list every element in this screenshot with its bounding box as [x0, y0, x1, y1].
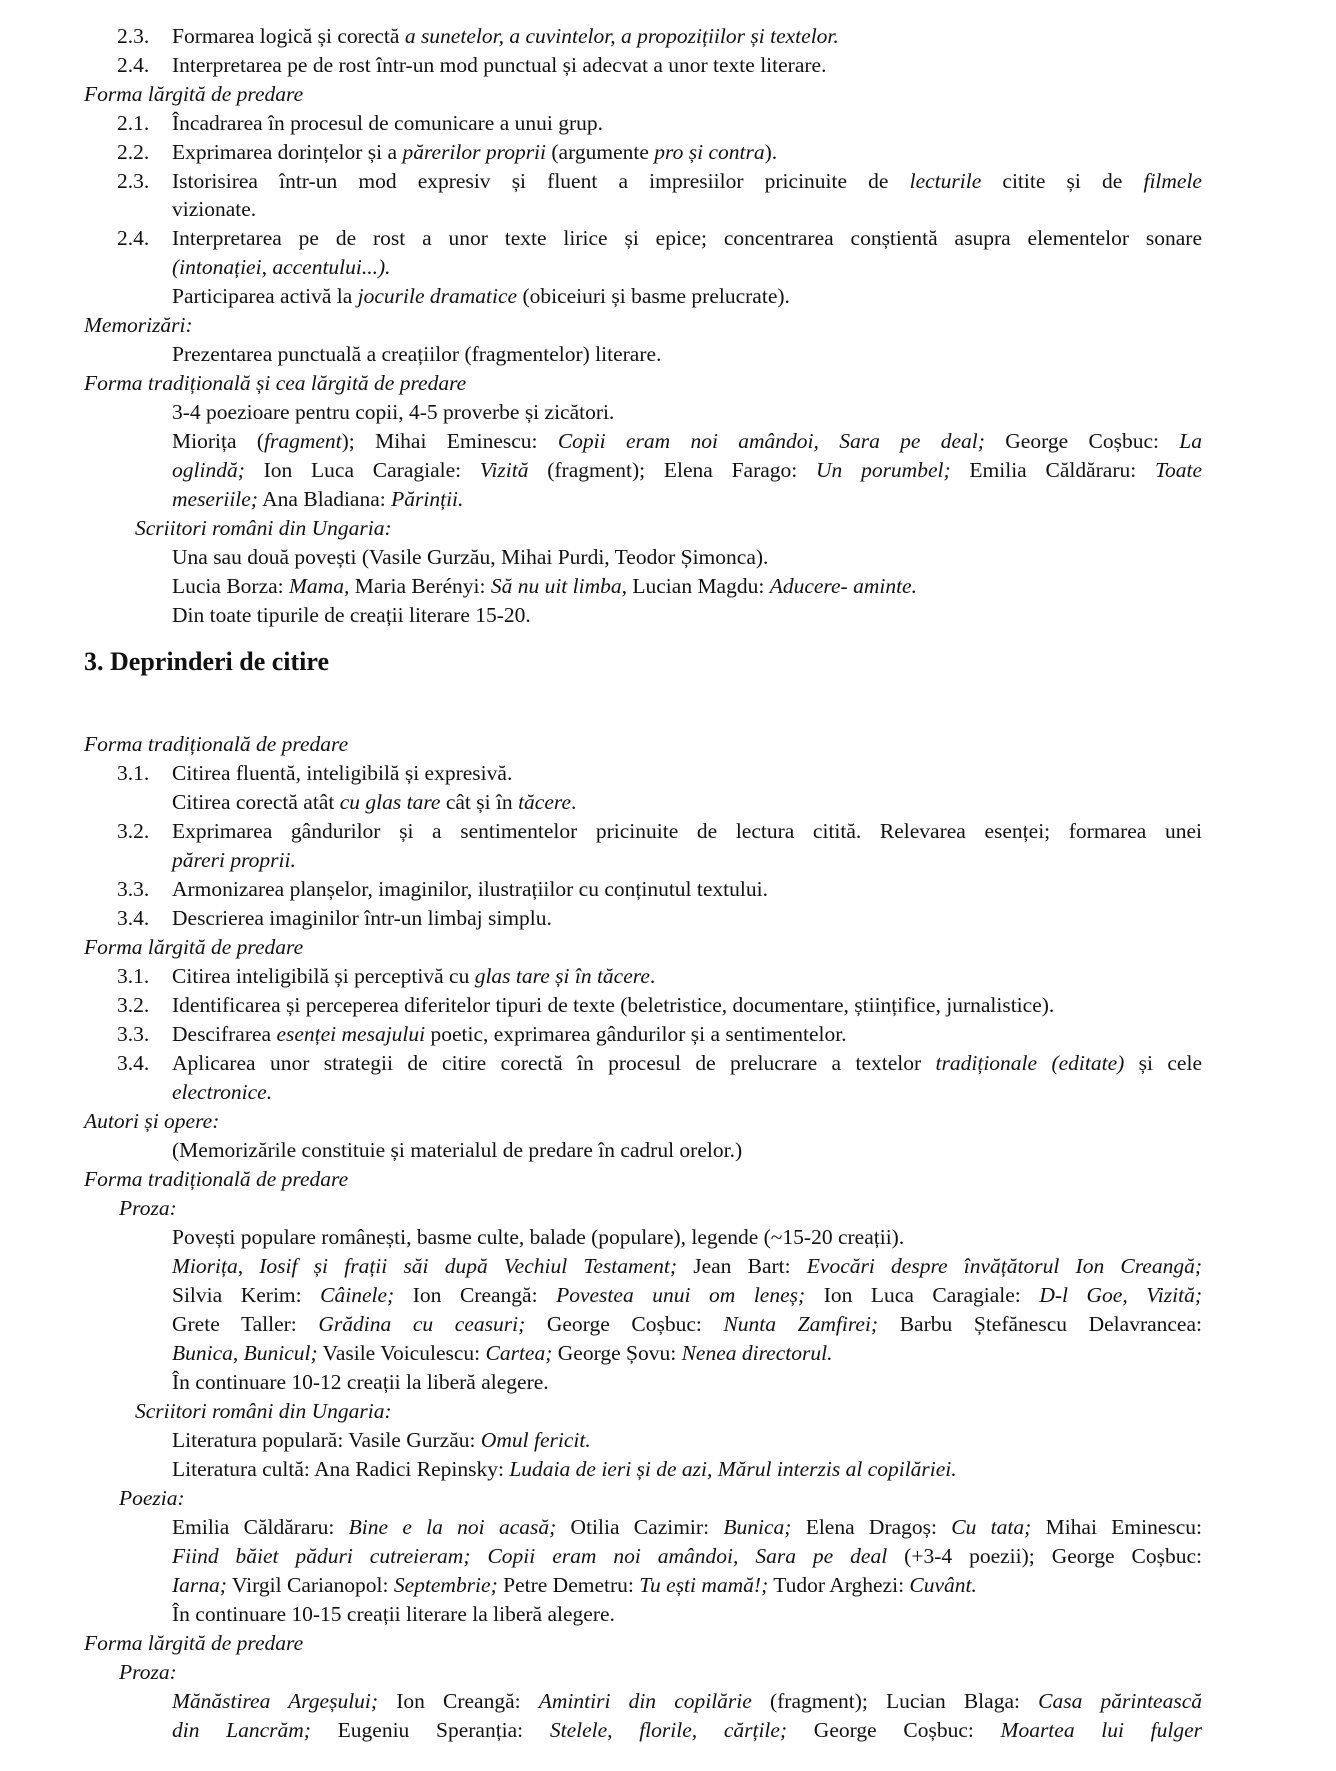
italic-span: Proza: [119, 1196, 177, 1220]
italic-span: din Lancrăm; [172, 1718, 311, 1742]
line-text [84, 80, 303, 108]
italic-span: esenței mesajului [276, 1022, 426, 1046]
text-span: Povești populare românești, basme culte, balade (populare), legende (~15-20 creații). [172, 1225, 905, 1249]
line-text [172, 759, 512, 787]
text-span: Citirea fluentă, inteligibilă și expresivă. [172, 761, 513, 785]
line-text [172, 22, 839, 50]
text-span: Formarea logică și corectă [172, 24, 405, 48]
line-text [84, 730, 348, 758]
line-text [172, 1600, 615, 1628]
italic-span: Nunta Zamfirei; [723, 1312, 879, 1336]
text-span: Lucia Borza: [172, 574, 290, 598]
line-text [172, 962, 655, 990]
line-text [172, 138, 777, 166]
text-span: . [570, 790, 577, 814]
item-number: 3.3. [117, 877, 150, 901]
italic-span: Ludaia de ieri și de azi, Mărul interzis al copilăriei. [509, 1457, 957, 1481]
italic-span: Scriitori români din Ungaria: [135, 516, 392, 540]
line-text [172, 224, 1202, 252]
italic-span: Stelele, florile, cărțile; [549, 1718, 788, 1742]
italic-span: Bine e la noi acasă; [348, 1515, 557, 1539]
italic-span: Să nu uit limba, [490, 574, 627, 598]
text-span: Elena Dragoș: [791, 1515, 952, 1539]
italic-span: Cuvânt. [909, 1573, 977, 1597]
item-number: 3.3. [117, 1022, 150, 1046]
text-span: ); Mihai Eminescu: [341, 429, 558, 453]
item-number: 2.4. [117, 226, 150, 250]
italic-span: Cu tata; [951, 1515, 1032, 1539]
italic-span: Iarna; [172, 1573, 227, 1597]
line-text [172, 601, 531, 629]
line-text [172, 1281, 1202, 1309]
text-span: George Șovu: [552, 1341, 682, 1365]
italic-span: Moartea lui fulger [1000, 1718, 1202, 1742]
item-number: 3.4. [117, 1051, 150, 1075]
italic-span: Cartea; [485, 1341, 553, 1365]
italic-span: Copii eram noi amândoi, Sara pe deal; [557, 429, 985, 453]
text-span: (+3-4 poezii); George Coșbuc: [887, 1544, 1203, 1568]
italic-span: tradiționale (editate) [935, 1051, 1125, 1075]
line-text [172, 1049, 1202, 1077]
line-text [84, 369, 466, 397]
text-span: Interpretarea pe de rost într-un mod punctual și adecvat a unor texte literare. [172, 53, 827, 77]
line-text [119, 1484, 185, 1512]
line-text [84, 311, 193, 339]
italic-span: Autori și opere: [84, 1109, 220, 1133]
italic-span: Povestea unui om leneș; [556, 1283, 806, 1307]
line-text [172, 398, 614, 426]
text-span: Lucian Magdu: [627, 574, 770, 598]
italic-span: Poezia: [119, 1486, 185, 1510]
text-span: Petre Demetru: [497, 1573, 640, 1597]
text-span: Literatura populară: Vasile Gurzău: [172, 1428, 481, 1452]
text-span: George Coșbuc: [984, 429, 1180, 453]
line-text [172, 167, 1202, 195]
italic-span: Evocări despre învățătorul Ion Creangă; [806, 1254, 1203, 1278]
italic-span: jocurile dramatice [357, 284, 518, 308]
italic-span: Vizită [479, 458, 529, 482]
italic-span: Memorizări: [84, 313, 193, 337]
text-span: Mihai Eminescu: [1031, 1515, 1202, 1539]
text-span: citite și de [981, 169, 1144, 193]
italic-span: Bunica; [723, 1515, 792, 1539]
text-span: Prezentarea punctuală a creațiilor (fragmentelor) literare. [172, 342, 662, 366]
line-text [84, 1107, 219, 1135]
text-span: Încadrarea în procesul de comunicare a unui grup. [172, 111, 603, 135]
line-text [172, 572, 917, 600]
italic-span: Mama, [289, 574, 350, 598]
italic-span: lecturile [909, 169, 982, 193]
italic-span: fragment [263, 429, 342, 453]
italic-span: Grădina cu ceasuri; [318, 1312, 526, 1336]
italic-span: Toate [1154, 458, 1202, 482]
line-text [172, 904, 552, 932]
text-span: Una sau două povești (Vasile Gurzău, Mihai Purdi, Teodor Șimonca). [172, 545, 769, 569]
italic-span: Forma tradițională și cea lărgită de predare [84, 371, 467, 395]
italic-span: Amintiri din copilărie [538, 1689, 752, 1713]
item-number: 3.1. [117, 964, 150, 988]
line-text [84, 1165, 348, 1193]
line-text [172, 991, 1054, 1019]
text-span: George Coșbuc: [787, 1718, 1001, 1742]
italic-span: Septembrie; [393, 1573, 498, 1597]
line-text [172, 1426, 591, 1454]
italic-span: cu glas tare [339, 790, 441, 814]
italic-span: Miorița, Iosif și frații săi după Vechiul Testament; [172, 1254, 677, 1278]
text-span: Miorița ( [172, 429, 264, 453]
line-text [172, 1368, 549, 1396]
line-text [172, 875, 768, 903]
text-span: Istorisirea într-un mod expresiv și fluent a impresiilor pricinuite de [172, 169, 910, 193]
line-text [172, 51, 826, 79]
italic-span: tăcere [518, 790, 571, 814]
text-span: . [649, 964, 656, 988]
line-text [172, 1020, 847, 1048]
text-span: Descrierea imaginilor într-un limbaj simplu. [172, 906, 552, 930]
item-number: 3.4. [117, 906, 150, 930]
text-span: Ion Luca Caragiale: [805, 1283, 1040, 1307]
item-number: 3.1. [117, 761, 150, 785]
italic-span: Nenea directorul. [681, 1341, 833, 1365]
line-text [172, 282, 790, 310]
text-span: Silvia Kerim: [172, 1283, 321, 1307]
line-text [119, 1658, 177, 1686]
text-span: Exprimarea dorințelor și a [172, 140, 403, 164]
text-span: Ion Luca Caragiale: [244, 458, 480, 482]
section-heading: 3. Deprinderi de citire [84, 647, 330, 676]
line-text [135, 1397, 392, 1425]
italic-span: (intonației, accentului...). [172, 255, 391, 279]
line-text [172, 195, 256, 223]
text-span: Citirea corectă atât [172, 790, 340, 814]
line-text [172, 1252, 1202, 1280]
line-text [172, 846, 296, 874]
text-span: Din toate tipurile de creații literare 15-20. [172, 603, 531, 627]
italic-span: Forma tradițională de predare [84, 1167, 349, 1191]
italic-span: electronice. [172, 1080, 273, 1104]
text-span: Interpretarea pe de rost a unor texte lirice și epice; concentrarea conștientă asupra elementelor sonare [172, 226, 1202, 250]
italic-span: La [1179, 429, 1202, 453]
item-number: 3.2. [117, 993, 150, 1017]
text-span: Exprimarea gândurilor și a sentimentelor pricinuite de lectura citită. Relevarea esenței; formarea unei [172, 819, 1202, 843]
italic-span: Câinele; [320, 1283, 395, 1307]
text-span: și cele [1124, 1051, 1202, 1075]
text-span: (fragment); Lucian Blaga: [751, 1689, 1039, 1713]
text-span: Jean Bart: [677, 1254, 807, 1278]
italic-span: Tu ești mamă!; [639, 1573, 769, 1597]
item-number: 2.1. [117, 111, 150, 135]
text-span: (fragment); Elena Farago: [528, 458, 817, 482]
item-number: 2.3. [117, 24, 150, 48]
text-span: (Memorizările constituie și materialul de predare în cadrul orelor.) [172, 1138, 743, 1162]
text-span: Ion Creangă: [378, 1689, 539, 1713]
line-text [172, 109, 603, 137]
line-text [84, 1629, 303, 1657]
text-span: 3-4 poezioare pentru copii, 4-5 proverbe și zicători. [172, 400, 615, 424]
italic-span: a sunetelor, a cuvintelor, a propozițiilor și textelor. [404, 24, 839, 48]
line-text [84, 933, 303, 961]
italic-span: Casa părintească [1038, 1689, 1202, 1713]
text-span: Emilia Căldăraru: [950, 458, 1155, 482]
text-span: Armonizarea planșelor, imaginilor, ilustrațiilor cu conținutul textului. [172, 877, 768, 901]
line-text [135, 514, 392, 542]
text-span: Vasile Voiculescu: [317, 1341, 486, 1365]
text-span: Barbu Ștefănescu Delavrancea: [878, 1312, 1202, 1336]
text-span: Ion Creangă: [394, 1283, 557, 1307]
italic-span: Fiind băiet păduri cutreieram; Copii eram noi amândoi, Sara pe deal [172, 1544, 888, 1568]
line-text [172, 1571, 977, 1599]
item-number: 2.3. [117, 169, 150, 193]
italic-span: Forma lărgită de predare [84, 82, 304, 106]
text-span: (argumente [546, 140, 655, 164]
italic-span: Omul fericit. [480, 1428, 591, 1452]
line-text [172, 817, 1202, 845]
italic-span: Scriitori români din Ungaria: [135, 1399, 392, 1423]
text-span: vizionate. [172, 197, 257, 221]
line-text [172, 1223, 904, 1251]
text-span: Literatura cultă: Ana Radici Repinsky: [172, 1457, 510, 1481]
italic-span: pro și contra [654, 140, 765, 164]
text-span: Otilia Cazimir: [556, 1515, 724, 1539]
italic-span: păreri proprii. [172, 848, 296, 872]
italic-span: Forma tradițională de predare [84, 732, 349, 756]
text-span: Virgil Carianopol: [226, 1573, 394, 1597]
item-number: 3.2. [117, 819, 150, 843]
italic-span: Un porumbel; [816, 458, 951, 482]
text-span: cât și în [440, 790, 519, 814]
line-text [119, 1194, 177, 1222]
italic-span: Bunica, Bunicul; [172, 1341, 318, 1365]
line-text [172, 1513, 1202, 1541]
text-span: Maria Berényi: [349, 574, 491, 598]
text-span: Eugeniu Speranția: [310, 1718, 550, 1742]
italic-span: Forma lărgită de predare [84, 935, 304, 959]
text-span: Tudor Arghezi: [768, 1573, 910, 1597]
line-text [172, 1687, 1202, 1715]
text-span: Identificarea și perceperea diferitelor tipuri de texte (beletristice, documentare, științifice, jurnalistice). [172, 993, 1055, 1017]
line-text [172, 485, 463, 513]
line-text [172, 1716, 1202, 1744]
text-span: Participarea activă la [172, 284, 358, 308]
line-text [172, 456, 1202, 484]
line-text [172, 427, 1202, 455]
item-number: 2.2. [117, 140, 150, 164]
italic-span: filmele [1143, 169, 1202, 193]
text-span: (obiceiuri și basme prelucrate). [517, 284, 790, 308]
text-span: Descifrarea [172, 1022, 277, 1046]
line-text [172, 1310, 1202, 1338]
italic-span: meseriile; [172, 487, 258, 511]
line-text [172, 1339, 832, 1367]
line-text [172, 1078, 272, 1106]
line-text [172, 340, 661, 368]
item-number: 2.4. [117, 53, 150, 77]
line-text [172, 1542, 1202, 1570]
text-span: Aplicarea unor strategii de citire corectă în procesul de prelucrare a textelor [172, 1051, 936, 1075]
italic-span: oglindă; [172, 458, 245, 482]
text-span: Grete Taller: [172, 1312, 319, 1336]
line-text [172, 788, 576, 816]
text-span: Citirea inteligibilă și perceptivă cu [172, 964, 475, 988]
text-span: În continuare 10-12 creații la liberă alegere. [172, 1370, 549, 1394]
text-span: Emilia Căldăraru: [172, 1515, 349, 1539]
italic-span: Proza: [119, 1660, 177, 1684]
line-text [172, 1455, 957, 1483]
italic-span: D-l Goe, Vizită; [1039, 1283, 1202, 1307]
italic-span: glas tare și în tăcere [474, 964, 650, 988]
italic-span: Forma lărgită de predare [84, 1631, 304, 1655]
italic-span: Mănăstirea Argeșului; [172, 1689, 379, 1713]
italic-span: Părinții. [391, 487, 464, 511]
italic-span: Aducere- aminte. [769, 574, 917, 598]
text-span: În continuare 10-15 creații literare la liberă alegere. [172, 1602, 615, 1626]
italic-span: părerilor proprii [402, 140, 547, 164]
text-span: George Coșbuc: [525, 1312, 724, 1336]
line-text [172, 1136, 742, 1164]
line-text [172, 253, 391, 281]
line-text [172, 543, 768, 571]
text-span: ). [764, 140, 778, 164]
text-span: poetic, exprimarea gândurilor și a sentimentelor. [425, 1022, 847, 1046]
text-span: Ana Bladiana: [257, 487, 392, 511]
